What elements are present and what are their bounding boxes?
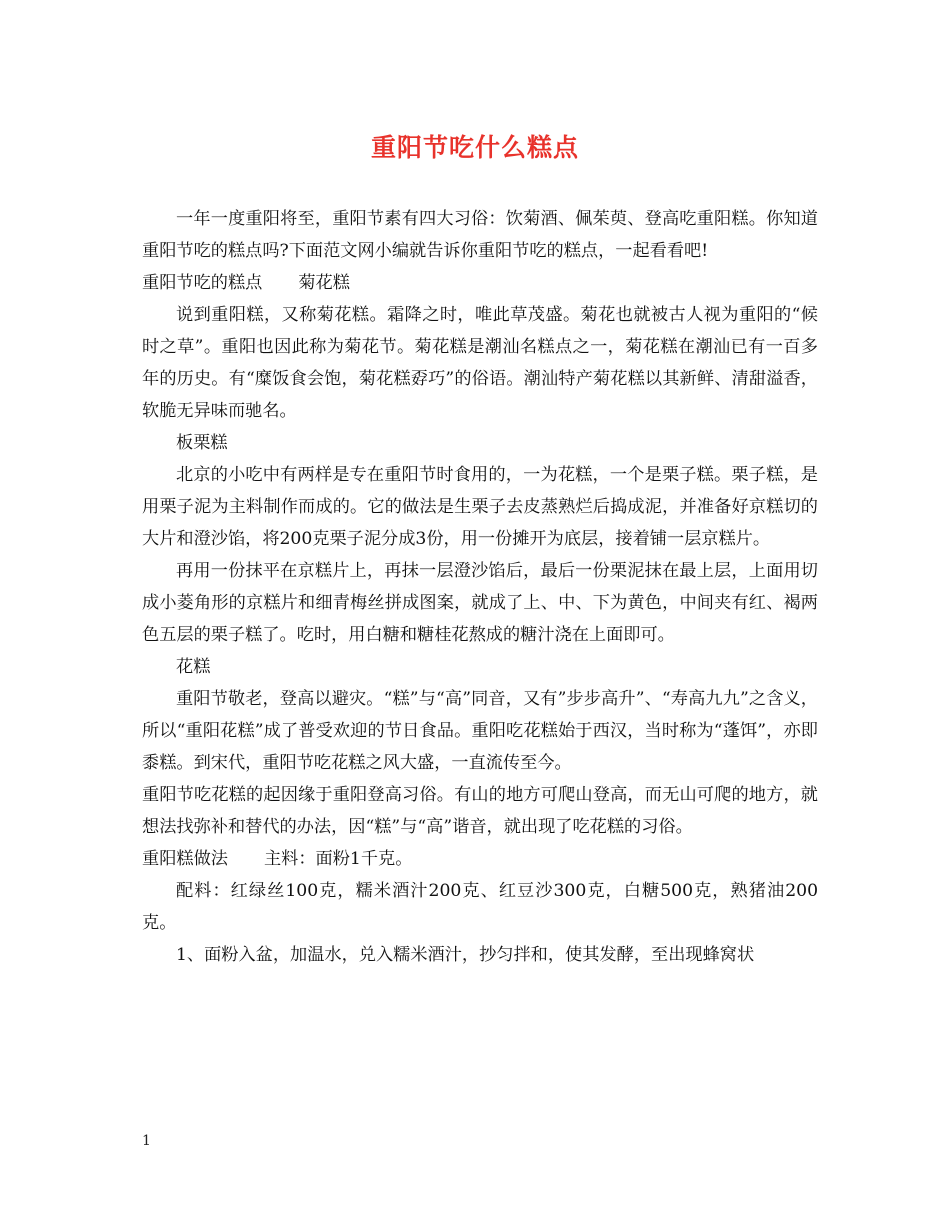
page-title: 重阳节吃什么糕点 — [370, 133, 579, 162]
paragraph-flower-cake-1: 重阳节敬老，登高以避灾。“糕”与“高”同音，又有”步步高升”、“寿高九九”之含义，所以“重阳花糕”成了普受欢迎的节日食品。重阳吃花糕始于西汉，当时称为“蓬饵”，亦即黍糕。到宋代，重阳节吃花糕之风大盛，一直流传至今。 — [142, 689, 818, 773]
main-ingredients: 主料：面粉1千克。 — [263, 849, 413, 869]
paragraph-flower-cake-2: 重阳节吃花糕的起因缘于重阳登高习俗。有山的地方可爬山登高，而无山可爬的地方，就想法找弥补和替代的办法，因“糕”与“高”谐音，就出现了吃花糕的习俗。 — [142, 785, 818, 837]
document-body — [142, 203, 818, 971]
paragraph-chrysanthemum-cake: 说到重阳糕，又称菊花糕。霜降之时，唯此草茂盛。菊花也就被古人视为重阳的“候时之草”。重阳也因此称为菊花节。菊花糕是潮汕名糕点之一，菊花糕在潮汕已有一百多年的历史。有“糜饭食会饱，菊花糕孬巧”的俗语。潮汕特产菊花糕以其新鲜、清甜溢香，软脆无异味而驰名。 — [142, 305, 818, 421]
section-heading-row — [142, 267, 818, 299]
page-number: 1 — [142, 1133, 151, 1149]
paragraph-chestnut-cake-2: 再用一份抹平在京糕片上，再抹一层澄沙馅后，最后一份栗泥抹在最上层，上面用切成小菱角形的京糕片和细青梅丝拼成图案，就成了上、中、下为黄色，中间夹有红、褐两色五层的栗子糕了。吃时，用白糖和糖桂花熬成的糖汁浇在上面即可。 — [142, 561, 818, 645]
paragraph-ingredients: 配料：红绿丝100克，糯米酒汁200克、红豆沙300克，白糖500克，熟猪油200克。 — [142, 881, 818, 933]
paragraph-step-1: 1、面粉入盆，加温水，兑入糯米酒汁，抄匀拌和，使其发酵，至出现蜂窝状 — [176, 945, 755, 965]
subsection-heading-flower-cake: 花糕 — [176, 657, 211, 677]
paragraph-chestnut-cake-1: 北京的小吃中有两样是专在重阳节时食用的，一为花糕，一个是栗子糕。栗子糕，是用栗子泥为主料制作而成的。它的做法是生栗子去皮蒸熟烂后捣成泥，并准备好京糕切的大片和澄沙馅，将200克栗子泥分成3份，用一份摊开为底层，接着铺一层京糕片。 — [142, 465, 818, 549]
section-heading: 重阳节吃的糕点 — [142, 273, 263, 293]
subsection-heading-chestnut-cake: 板栗糕 — [176, 433, 228, 453]
recipe-heading-row — [142, 843, 818, 875]
paragraph-intro: 一年一度重阳将至，重阳节素有四大习俗：饮菊酒、佩茱萸、登高吃重阳糕。你知道重阳节吃的糕点吗?下面范文网小编就告诉你重阳节吃的糕点，一起看看吧! — [142, 209, 818, 261]
subsection-heading-chrysanthemum-cake: 菊花糕 — [298, 273, 350, 293]
recipe-heading: 重阳糕做法 — [142, 849, 228, 869]
